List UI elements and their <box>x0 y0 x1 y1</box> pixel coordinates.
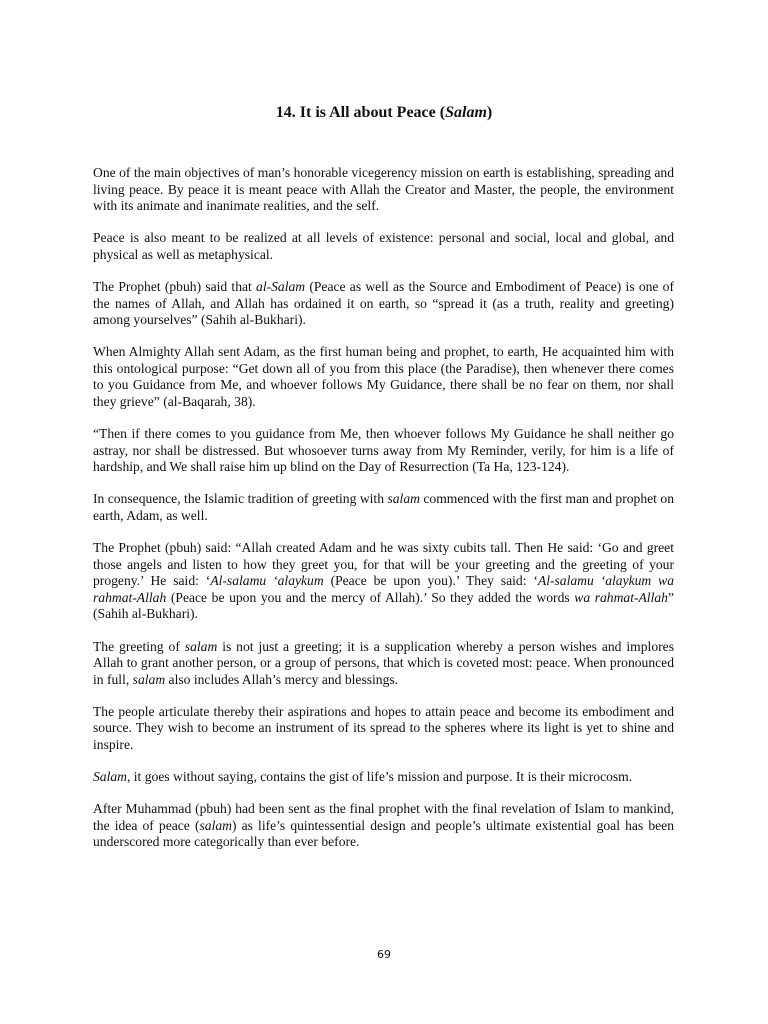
page-title <box>0 102 768 124</box>
text-run: , it goes without saying, contains the gist of life’s mission and purpose. It is their microcosm. <box>126 769 633 785</box>
text-run: The greeting of <box>93 638 185 654</box>
italic-text: al-Salam <box>256 278 306 294</box>
paragraph <box>93 426 674 476</box>
text-run: ) as life’s quintessential design and people’s ultimate existential goal has been underscored more categorically than ever before. <box>93 817 675 850</box>
paragraph <box>93 540 674 623</box>
text-run: After Muhammad (pbuh) had been sent as the final prophet with the final revelation of Islam to mankind, the idea of peace ( <box>93 801 674 833</box>
text-run: (Peace be upon you and the mercy of Allah).’ So they added the words <box>166 589 575 605</box>
text-run: In consequence, the Islamic tradition of greeting with <box>93 491 388 507</box>
title-suffix: ) <box>486 104 493 121</box>
text-run: When Almighty Allah sent Adam, as the first human being and prophet, to earth, He acquainted him with this ontological purpose: “Get down all of you from this place (the Paradise), then whenever there comes to you Guidance from Me, and whoever follows My Guidance, there shall be no fear on them, nor shall they grieve” (al-Baqarah, 38). <box>93 344 674 410</box>
text-run: One of the main objectives of man’s honorable vicegerency mission on earth is establishing, spreading and living peace. By peace it is meant peace with Allah the Creator and Master, the people, the environment with its animate and inanimate realities, and the self. <box>93 165 674 214</box>
paragraph <box>93 801 674 851</box>
body-text <box>93 165 674 867</box>
text-run: (Peace be upon you).’ They said: ‘ <box>323 573 538 589</box>
title-italic: Salam <box>445 104 487 121</box>
paragraph <box>93 491 674 524</box>
italic-text: Salam <box>93 769 127 785</box>
text-run: commenced with the first man and prophet on earth, Adam, as well. <box>93 491 675 523</box>
text-run: is not just a greeting; it is a supplication whereby a person wishes and implores Allah to grant another person, or a group of persons, that which is coveted most: peace. When pronounced in full, <box>93 638 674 687</box>
paragraph <box>93 639 674 689</box>
text-run: The people articulate thereby their aspirations and hopes to attain peace and become its embodiment and source. They wish to become an instrument of its spread to the spheres where its light is yet to shine and inspire. <box>93 703 674 753</box>
italic-text: Al-salamu ‘alaykum wa rahmat-Allah <box>93 573 675 605</box>
text-run: The Prophet (pbuh) said that <box>93 278 257 294</box>
paragraph <box>93 279 674 329</box>
text-run: The Prophet (pbuh) said: “Allah created Adam and he was sixty cubits tall. Then He said: ‘Go and greet those angels and listen to how they greet you, for that will be your greeting and the greeting of your progeny.’ He said: ‘ <box>93 540 674 589</box>
italic-text: Al-salamu ‘alaykum <box>210 573 324 589</box>
title-prefix: 14. It is All about Peace ( <box>275 104 446 121</box>
text-run: also includes Allah’s mercy and blessings. <box>165 671 399 687</box>
paragraph <box>93 344 674 410</box>
paragraph <box>93 230 674 263</box>
italic-text: salam <box>184 638 218 654</box>
text-run: Peace is also meant to be realized at all levels of existence: personal and social, local and global, and physical as well as metaphysical. <box>93 230 674 262</box>
italic-text: wa rahmat-Allah <box>574 589 668 605</box>
text-run: ” (Sahih al-Bukhari). <box>93 589 675 622</box>
text-run: “Then if there comes to you guidance from Me, then whoever follows My Guidance he shall neither go astray, nor shall be distressed. But whosoever turns away from My Reminder, verily, for him is a life of hardship, and We shall raise him up blind on the Day of Resurrection (Ta Ha, 123-124). <box>93 426 674 475</box>
italic-text: salam <box>132 671 166 687</box>
paragraph <box>93 704 674 754</box>
italic-text: salam <box>199 817 232 833</box>
paragraph <box>93 165 674 215</box>
text-run: (Peace as well as the Source and Embodiment of Peace) is one of the names of Allah, and Allah has ordained it on earth, so “spread it (as a truth, reality and greeting) among yourselves” (Sahih al-Bukhari). <box>93 278 674 328</box>
paragraph <box>93 769 674 786</box>
page-number: 69 <box>377 948 391 961</box>
italic-text: salam <box>387 491 420 507</box>
